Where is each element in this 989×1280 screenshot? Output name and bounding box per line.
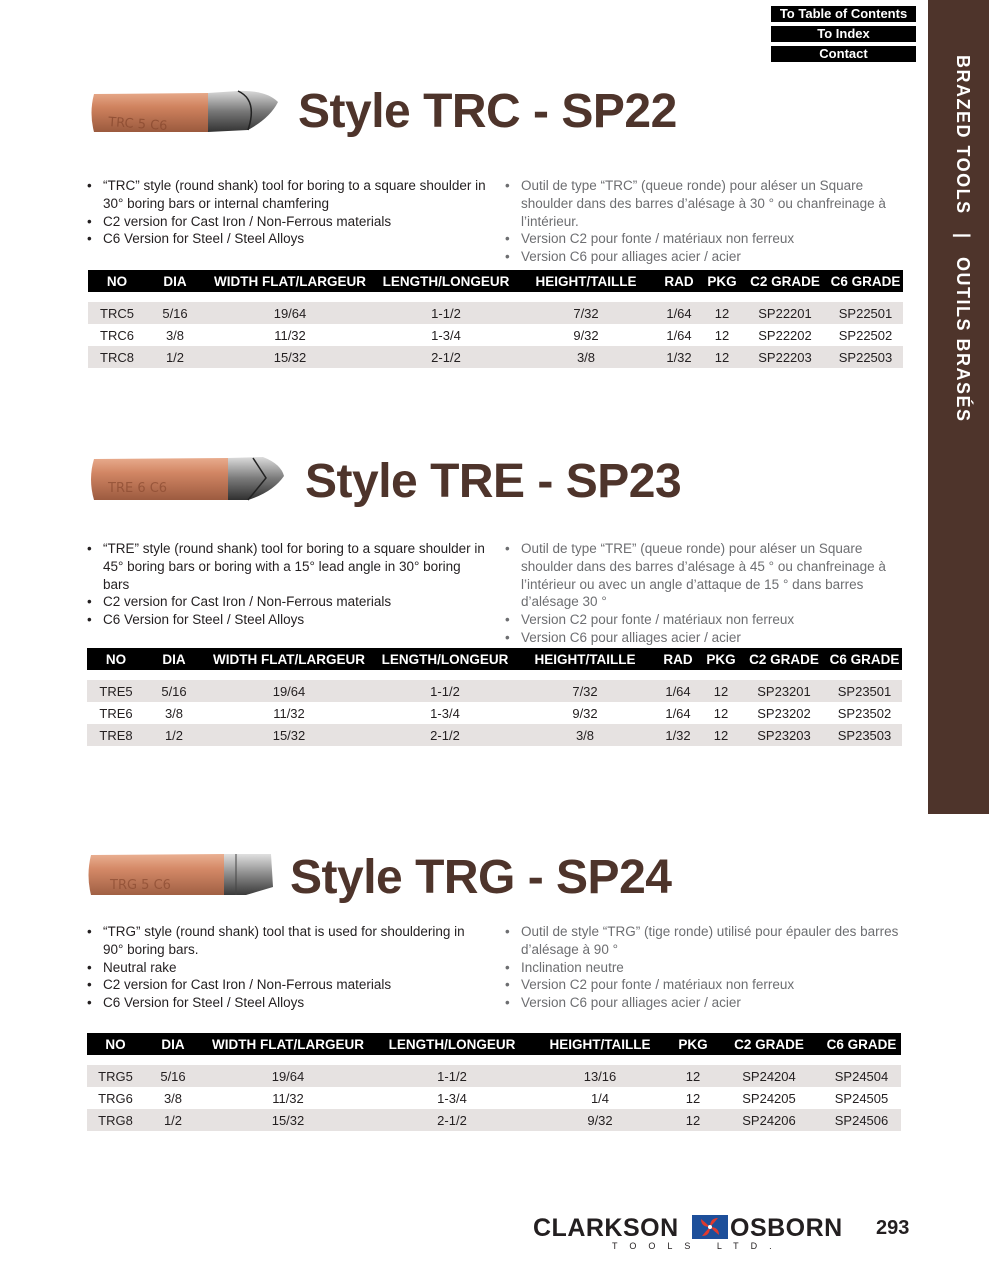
- table-row: [87, 1109, 901, 1131]
- table-row: [88, 302, 903, 324]
- table-cell: TRC5: [88, 302, 146, 324]
- column-header: PKG: [670, 1033, 716, 1055]
- table-cell: SP22501: [828, 302, 903, 324]
- table-cell: 1-3/4: [437, 1090, 467, 1106]
- tool-tre-image: [88, 454, 288, 504]
- table-cell: 19/64: [204, 302, 376, 324]
- bullet-fr: • Version C6 pour alliages acier / acier: [505, 994, 915, 1012]
- column-header: PKG: [701, 648, 741, 670]
- table-cell: 15/32: [203, 724, 375, 746]
- table-cell: SP23202: [757, 705, 811, 721]
- column-header: HEIGHT/TAILLE: [530, 1033, 670, 1055]
- table-header-row: [87, 1033, 901, 1055]
- table-row: [87, 1065, 901, 1087]
- brand-logo-icon: [692, 1215, 728, 1239]
- table-cell: SP24505: [834, 1090, 889, 1106]
- brand-name-right: OSBORN: [730, 1214, 843, 1242]
- table-cell: 1-1/2: [374, 1065, 530, 1087]
- spec-table: [87, 1033, 901, 1131]
- table-cell: 1-3/4: [430, 705, 460, 721]
- table-cell: 12: [714, 327, 730, 343]
- spec-table: [88, 270, 903, 368]
- table-cell: TRC6: [100, 327, 134, 343]
- table-cell: TRE5: [87, 680, 145, 702]
- column-header: C6 GRADE: [827, 648, 902, 670]
- bullet-fr: • Inclination neutre: [505, 959, 915, 977]
- table-cell: TRG6: [98, 1090, 133, 1106]
- sidebar-label: [952, 55, 973, 423]
- column-header: C2 GRADE: [716, 1033, 822, 1055]
- table-cell: SP24206: [716, 1109, 822, 1131]
- table-cell: 11/32: [272, 1090, 304, 1106]
- table-cell: 9/32: [572, 705, 598, 721]
- column-header: C2 GRADE: [742, 270, 828, 292]
- table-cell: 1/32: [656, 346, 702, 368]
- table-cell: TRG8: [87, 1109, 144, 1131]
- bullet-fr: • Outil de style “TRG” (tige ronde) utilisé pour épauler des barres d’alésage à 90 °: [505, 923, 915, 959]
- table-cell: 7/32: [515, 680, 655, 702]
- bullets-english: [87, 923, 487, 1012]
- bullet-fr: • Outil de type “TRC” (queue ronde) pour aléser un Square shoulder dans des barres d’alésage à 30 ° ou chanfreinage à l’intérieur.: [505, 177, 915, 230]
- table-cell: 2-1/2: [374, 1109, 530, 1131]
- table-cell: 3/8: [164, 705, 184, 721]
- table-cell: SP23501: [827, 680, 902, 702]
- index-link[interactable]: To Index: [770, 25, 917, 43]
- table-cell: 15/32: [202, 1109, 374, 1131]
- table-header-row: [88, 270, 903, 292]
- table-cell: 1/32: [655, 724, 701, 746]
- bullet-fr: • Version C2 pour fonte / matériaux non ferreux: [505, 230, 915, 248]
- sidebar-label-en: BRAZED TOOLS: [953, 55, 973, 215]
- table-row: [87, 680, 902, 702]
- section-title: Style TRC - SP22: [298, 85, 677, 138]
- table-row: [87, 1087, 901, 1109]
- table-cell: SP23503: [827, 724, 902, 746]
- bullet-en: • C2 version for Cast Iron / Non-Ferrous materials: [87, 593, 487, 611]
- table-cell: SP23502: [837, 705, 892, 721]
- table-cell: 9/32: [530, 1109, 670, 1131]
- column-header: NO: [88, 270, 146, 292]
- table-cell: 3/8: [515, 724, 655, 746]
- table-cell: 3/8: [165, 327, 185, 343]
- column-header: PKG: [702, 270, 742, 292]
- table-cell: 5/16: [145, 680, 203, 702]
- table-cell: 3/8: [516, 346, 656, 368]
- tool-trg-engraving: TRG 5 C6: [110, 878, 171, 893]
- bullet-en: • C6 Version for Steel / Steel Alloys: [87, 611, 487, 629]
- sidebar-label-fr: OUTILS BRASÉS: [953, 257, 973, 423]
- sidebar-separator: |: [953, 232, 973, 240]
- column-header: WIDTH FLAT/LARGEUR: [203, 648, 375, 670]
- table-cell: 5/16: [146, 302, 204, 324]
- bullet-en: • C2 version for Cast Iron / Non-Ferrous materials: [87, 213, 487, 231]
- column-header: HEIGHT/TAILLE: [516, 270, 656, 292]
- table-cell: 2-1/2: [376, 346, 516, 368]
- table-cell: 15/32: [204, 346, 376, 368]
- column-header: C2 GRADE: [741, 648, 827, 670]
- section-title: Style TRG - SP24: [290, 851, 672, 904]
- bullet-en: • “TRG” style (round shank) tool that is used for shouldering in 90° boring bars.: [87, 923, 487, 959]
- column-header: LENGTH/LONGEUR: [375, 648, 515, 670]
- table-cell: 1-1/2: [376, 302, 516, 324]
- table-cell: SP22503: [828, 346, 903, 368]
- bullet-en: • Neutral rake: [87, 959, 487, 977]
- spec-table: [87, 648, 902, 746]
- table-cell: 7/32: [516, 302, 656, 324]
- column-header: RAD: [656, 270, 702, 292]
- column-header: NO: [87, 648, 145, 670]
- table-cell: SP22502: [838, 327, 893, 343]
- table-cell: 1/2: [146, 346, 204, 368]
- brand-subtitle: TOOLS LTD.: [612, 1241, 784, 1251]
- table-cell: SP22201: [742, 302, 828, 324]
- table-cell: 12: [670, 1109, 716, 1131]
- table-cell: 5/16: [144, 1065, 202, 1087]
- table-cell: 9/32: [573, 327, 599, 343]
- table-row: [88, 324, 903, 346]
- bullet-en: • “TRE” style (round shank) tool for boring to a square shoulder in 45° boring bars or boring with a 15° lead angle in 30° boring bars: [87, 540, 487, 593]
- column-header: WIDTH FLAT/LARGEUR: [204, 270, 376, 292]
- table-cell: 13/16: [530, 1065, 670, 1087]
- bullet-en: • C6 Version for Steel / Steel Alloys: [87, 230, 487, 248]
- bullet-fr: • Version C2 pour fonte / matériaux non ferreux: [505, 611, 915, 629]
- table-cell: 19/64: [203, 680, 375, 702]
- tool-trc-image: [88, 88, 283, 138]
- bullet-fr: • Version C6 pour alliages acier / acier: [505, 629, 915, 647]
- table-cell: 2-1/2: [375, 724, 515, 746]
- tool-tre-engraving: TRE 6 C6: [108, 481, 168, 496]
- table-of-contents-link[interactable]: To Table of Contents: [770, 5, 917, 23]
- table-row: [88, 346, 903, 368]
- bullet-en: • “TRC” style (round shank) tool for boring to a square shoulder in 30° boring bars or internal chamfering: [87, 177, 487, 213]
- table-cell: 1-3/4: [431, 327, 461, 343]
- page-number: 293: [876, 1217, 910, 1239]
- table-cell: 12: [702, 302, 742, 324]
- column-header: DIA: [144, 1033, 202, 1055]
- table-cell: 12: [713, 705, 729, 721]
- table-cell: 1-1/2: [375, 680, 515, 702]
- top-nav: [770, 5, 917, 65]
- table-header-row: [87, 648, 902, 670]
- table-cell: 11/32: [274, 327, 306, 343]
- table-cell: 1/2: [144, 1109, 202, 1131]
- bullets-english: [87, 540, 487, 629]
- table-cell: 1/2: [145, 724, 203, 746]
- column-header: LENGTH/LONGEUR: [376, 270, 516, 292]
- column-header: NO: [87, 1033, 144, 1055]
- column-header: LENGTH/LONGEUR: [374, 1033, 530, 1055]
- table-cell: 12: [685, 1090, 701, 1106]
- bullet-fr: • Version C2 pour fonte / matériaux non ferreux: [505, 976, 915, 994]
- table-cell: 1/4: [590, 1090, 610, 1106]
- table-cell: 1/64: [656, 302, 702, 324]
- table-cell: 11/32: [273, 705, 305, 721]
- bullets-french: [505, 177, 915, 266]
- table-cell: 12: [670, 1065, 716, 1087]
- bullets-french: [505, 923, 915, 1012]
- table-cell: SP22202: [758, 327, 812, 343]
- table-cell: 12: [701, 724, 741, 746]
- column-header: DIA: [146, 270, 204, 292]
- bullet-en: • C6 Version for Steel / Steel Alloys: [87, 994, 487, 1012]
- table-cell: 1/64: [655, 680, 701, 702]
- table-cell: SP24204: [716, 1065, 822, 1087]
- table-cell: 12: [702, 346, 742, 368]
- table-cell: SP24506: [822, 1109, 901, 1131]
- bullets-english: [87, 177, 487, 248]
- table-cell: 1/64: [666, 327, 692, 343]
- table-cell: 12: [701, 680, 741, 702]
- table-row: [87, 702, 902, 724]
- tool-trc-engraving: TRC 5 C6: [107, 115, 168, 135]
- column-header: RAD: [655, 648, 701, 670]
- bullets-french: [505, 540, 915, 647]
- bullet-fr: • Outil de type “TRE” (queue ronde) pour aléser un Square shoulder dans des barres d’alésage à 45 ° ou chanfreinage à l’intérieur ou avec un angle d’attaque de 15 ° dans barres d’alésage 30 °: [505, 540, 915, 611]
- section-title: Style TRE - SP23: [305, 455, 682, 508]
- table-row: [87, 724, 902, 746]
- table-cell: 3/8: [163, 1090, 183, 1106]
- column-header: DIA: [145, 648, 203, 670]
- table-cell: SP22203: [742, 346, 828, 368]
- brand-name-left: CLARKSON: [533, 1214, 679, 1242]
- column-header: C6 GRADE: [828, 270, 903, 292]
- table-cell: TRE8: [87, 724, 145, 746]
- contact-link[interactable]: Contact: [770, 45, 917, 63]
- table-cell: TRC8: [88, 346, 146, 368]
- table-cell: 19/64: [202, 1065, 374, 1087]
- table-cell: SP23201: [741, 680, 827, 702]
- column-header: C6 GRADE: [822, 1033, 901, 1055]
- table-cell: 1/64: [665, 705, 691, 721]
- table-cell: SP23203: [741, 724, 827, 746]
- column-header: HEIGHT/TAILLE: [515, 648, 655, 670]
- bullet-en: • C2 version for Cast Iron / Non-Ferrous materials: [87, 976, 487, 994]
- tool-trg-image: [86, 851, 276, 899]
- table-cell: SP24504: [822, 1065, 901, 1087]
- table-cell: SP24205: [742, 1090, 796, 1106]
- column-header: WIDTH FLAT/LARGEUR: [202, 1033, 374, 1055]
- table-cell: TRE6: [99, 705, 133, 721]
- bullet-fr: • Version C6 pour alliages acier / acier: [505, 248, 915, 266]
- table-cell: TRG5: [87, 1065, 144, 1087]
